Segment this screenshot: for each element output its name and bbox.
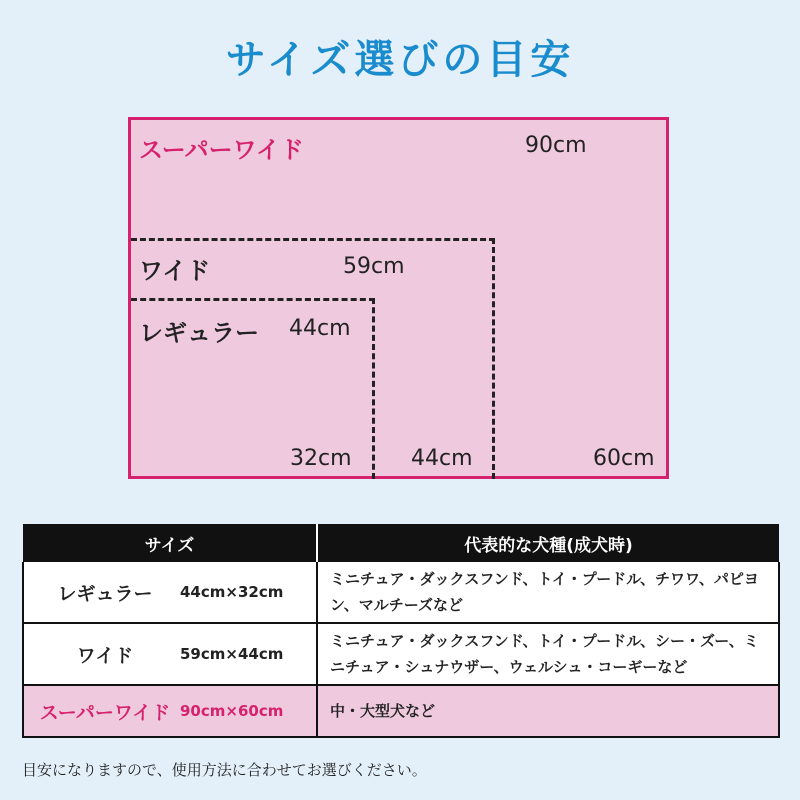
size-dims: 59cm×44cm (180, 645, 284, 663)
size-dims: 44cm×32cm (180, 583, 284, 601)
regular-label: レギュラー (139, 319, 259, 347)
table-row (23, 685, 779, 737)
table-row (23, 562, 779, 623)
table-header-row (23, 524, 779, 562)
size-name: スーパーワイド (39, 701, 171, 724)
wide-width: 59cm (343, 254, 405, 279)
super-wide-label: スーパーワイド (139, 136, 304, 164)
super-wide-height: 60cm (593, 446, 655, 471)
wide-height: 44cm (411, 446, 473, 471)
wide-label: ワイド (139, 257, 211, 285)
size-name: ワイド (76, 644, 134, 667)
size-dims: 90cm×60cm (180, 702, 284, 720)
breeds-cell: 中・大型犬など (317, 685, 779, 737)
header-breeds: 代表的な犬種(成犬時) (317, 524, 779, 562)
page-title: サイズ選びの目安 (225, 37, 575, 83)
size-cell (23, 623, 317, 685)
size-cell (23, 562, 317, 623)
size-table (22, 524, 780, 738)
size-name: レギュラー (57, 582, 153, 605)
size-cell (23, 685, 317, 737)
header-size: サイズ (23, 524, 317, 562)
table-row (23, 623, 779, 685)
regular-height: 32cm (290, 446, 352, 471)
breeds-cell: ミニチュア・ダックスフンド、トイ・プードル、チワワ、パピヨン、マルチーズなど (317, 562, 779, 623)
super-wide-width: 90cm (525, 133, 587, 158)
footnote: 目安になりますので、使用方法に合わせてお選びください。 (22, 761, 427, 779)
regular-width: 44cm (289, 316, 351, 341)
size-diagram (128, 117, 669, 479)
breeds-cell: ミニチュア・ダックスフンド、トイ・プードル、シー・ズー、ミニチュア・シュナウザー、ウェルシュ・コーギーなど (317, 623, 779, 685)
